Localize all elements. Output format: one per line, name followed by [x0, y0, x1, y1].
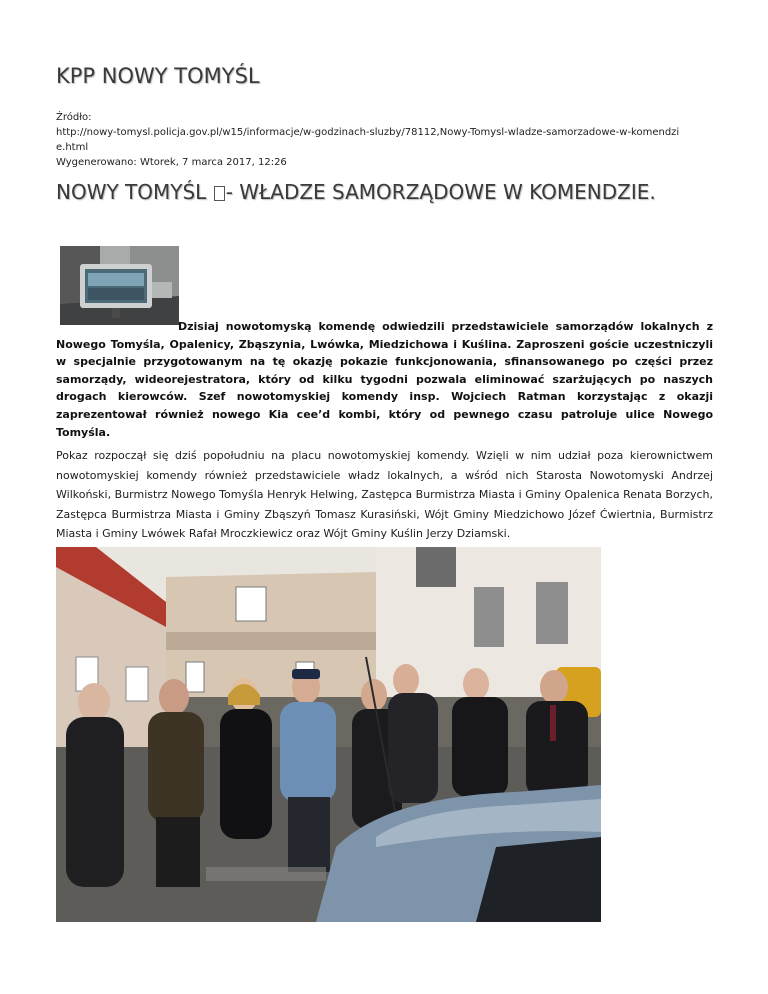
source-label: Źródło: [56, 112, 92, 123]
article-title-part-1: NOWY TOMYŚL [56, 180, 213, 204]
document-meta [56, 110, 713, 170]
article-body: Pokaz rozpoczął się dziś popołudniu na placu nowotomyskiej komendy. Wzięli w nim udział poza kierownictwem nowotomyskiej komendy również przedstawiciele władz lokalnych, a wśród nich Starosta Nowotomyski Andrzej Wilkoński, Burmistrz Nowego Tomyśla Henryk Helwing, Zastępca Burmistrza Miasta i Gminy Opalenica Renata Borzych, Zastępca Burmistrza Miasta i Gminy Zbąszyń Tomasz Kurasiński, Wójt Gminy Miedzichowo Józef Ćwiertnia, Burmistrz Miasta i Gminy Lwówek Rafał Mroczkiewicz oraz Wójt Gminy Kuślin Jerzy Dziamski. [56, 449, 713, 540]
videorecorder-thumbnail [60, 246, 179, 325]
event-photo [56, 547, 601, 922]
article-title-part-2: - WŁADZE SAMORZĄDOWE W KOMENDZIE. [225, 180, 656, 204]
missing-glyph-box [214, 186, 225, 201]
article-title [56, 180, 656, 204]
source-url-line-2: e.html [56, 142, 89, 153]
site-title: KPP NOWY TOMYŚL [56, 64, 260, 88]
generated-date: Wygenerowano: Wtorek, 7 marca 2017, 12:26 [56, 157, 287, 168]
article-lead [56, 318, 713, 441]
source-url-line-1: http://nowy-tomysl.policja.gov.pl/w15/informacje/w-godzinach-sluzby/78112,Nowy-Tomysl-wladze-samorzadowe-w-komendzi [56, 127, 680, 138]
article-lead-text: Dzisiaj nowotomyską komendę odwiedzili przedstawiciele samorządów lokalnych z Nowego Tomyśla, Opalenicy, Zbąszynia, Lwówka, Miedzichowa i Kuślina. Zaproszeni goście uczestniczyli w specjalnie przygotowanym na tę okazję pokazie funkcjonowania, sfinansowanego po części przez samorządy, wideorejestratora, który od kilku tygodni pozwala eliminować szarżujących po naszych drogach kierowców. Szef nowotomyskiej komendy insp. Wojciech Ratman korzystając z okazji zaprezentował również nowego Kia cee’d kombi, który od pewnego czasu patroluje ulice Nowego Tomyśla. [56, 320, 713, 439]
